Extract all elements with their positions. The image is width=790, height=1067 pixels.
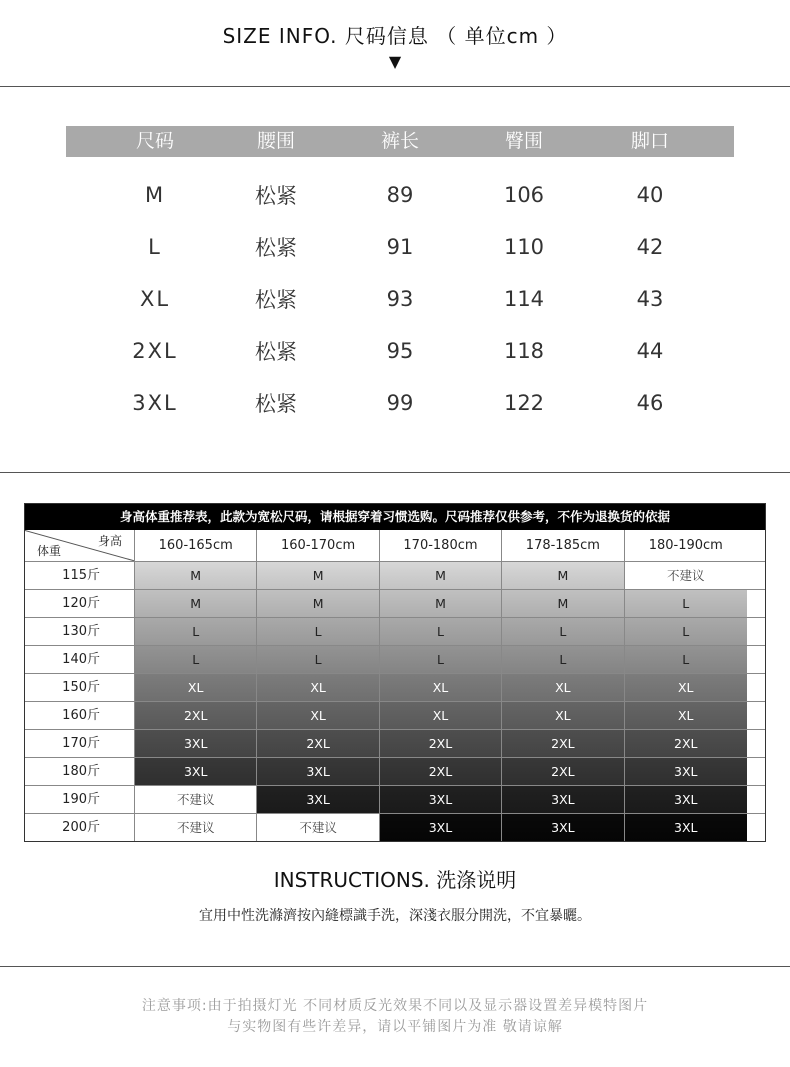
size-value: 松紧 — [255, 184, 297, 208]
size-cell: M — [135, 590, 257, 617]
recommendation-table-body — [25, 562, 765, 841]
corner-height-label: 身高 — [97, 534, 122, 548]
size-cell: M — [257, 590, 379, 617]
size-value: 44 — [636, 339, 664, 363]
size-info-title: SIZE INFO. 尺码信息 （ 单位cm ） — [222, 24, 568, 48]
size-cell: L — [135, 618, 257, 645]
table-row — [25, 618, 765, 646]
size-cell: 不建议 — [135, 814, 257, 841]
height-header-row — [25, 530, 765, 562]
size-cell: L — [380, 618, 502, 645]
table-row — [25, 674, 765, 702]
table-corner — [25, 530, 135, 561]
table-row — [66, 273, 734, 325]
size-cell: L — [257, 618, 379, 645]
height-header: 170-180cm — [380, 530, 502, 561]
size-value: 106 — [503, 183, 545, 207]
size-cell: 2XL — [502, 758, 624, 785]
size-cell: 2XL — [135, 702, 257, 729]
wash-instructions: 宜用中性洗滌濟按內縫標識手洗，深淺衣服分開洗，不宜暴曬。 — [199, 908, 591, 924]
size-cell: M — [502, 590, 624, 617]
size-cell: XL — [625, 674, 747, 701]
weight-label: 170斤 — [25, 730, 135, 757]
size-cell: XL — [380, 674, 502, 701]
size-label: XL — [139, 287, 171, 311]
table-row — [66, 169, 734, 221]
table-row — [25, 786, 765, 814]
column-header: 臀围 — [504, 130, 543, 152]
size-cell: L — [625, 618, 747, 645]
size-cell: 3XL — [380, 814, 502, 841]
size-cell: L — [502, 646, 624, 673]
size-value: 松紧 — [255, 340, 297, 364]
column-header: 尺码 — [135, 130, 174, 152]
size-value: 43 — [636, 287, 664, 311]
table-row — [25, 702, 765, 730]
table-banner: 身高体重推荐表，此款为宽松尺码，请根据穿着习惯选购。尺码推荐仅供参考，不作为退换货的依据 — [25, 504, 765, 530]
size-cell: XL — [625, 702, 747, 729]
height-header: 178-185cm — [502, 530, 624, 561]
size-label: L — [148, 235, 162, 259]
size-cell: 3XL — [625, 758, 747, 785]
size-cell: 2XL — [380, 730, 502, 757]
size-cell: 2XL — [380, 758, 502, 785]
column-header: 腰围 — [256, 130, 295, 152]
size-cell: M — [502, 562, 624, 589]
weight-label: 190斤 — [25, 786, 135, 813]
size-cell: 3XL — [502, 814, 624, 841]
weight-label: 115斤 — [25, 562, 135, 589]
size-cell: 3XL — [135, 730, 257, 757]
table-row — [25, 646, 765, 674]
size-cell: M — [257, 562, 379, 589]
size-recommendation-table — [24, 503, 766, 842]
weight-label: 150斤 — [25, 674, 135, 701]
size-label: 2XL — [132, 339, 178, 363]
weight-label: 130斤 — [25, 618, 135, 645]
size-cell: 3XL — [625, 814, 747, 841]
size-cell: M — [380, 562, 502, 589]
size-value: 松紧 — [255, 392, 297, 416]
size-cell: 3XL — [135, 758, 257, 785]
corner-weight-label: 体重 — [37, 544, 62, 558]
table-row — [66, 325, 734, 377]
table-row — [25, 730, 765, 758]
size-cell: 3XL — [257, 786, 379, 813]
size-cell: L — [257, 646, 379, 673]
size-value: 93 — [386, 287, 414, 311]
table-row — [66, 221, 734, 273]
size-value: 42 — [636, 235, 664, 259]
size-table-header — [66, 126, 734, 157]
weight-label: 160斤 — [25, 702, 135, 729]
size-cell: XL — [502, 702, 624, 729]
column-header: 裤长 — [380, 130, 419, 152]
table-row — [25, 814, 765, 841]
size-cell: XL — [502, 674, 624, 701]
size-value: 松紧 — [255, 288, 297, 312]
size-value: 118 — [503, 339, 545, 363]
size-value: 114 — [503, 287, 545, 311]
size-value: 松紧 — [255, 236, 297, 260]
size-cell: M — [135, 562, 257, 589]
size-cell: XL — [257, 674, 379, 701]
weight-label: 140斤 — [25, 646, 135, 673]
size-table — [66, 126, 734, 429]
size-cell: XL — [380, 702, 502, 729]
size-cell: 不建议 — [135, 786, 257, 813]
size-cell: L — [502, 618, 624, 645]
size-label: M — [144, 183, 166, 207]
table-row — [25, 590, 765, 618]
size-cell: 不建议 — [625, 562, 747, 589]
divider — [0, 86, 790, 87]
divider — [0, 966, 790, 967]
table-row — [66, 377, 734, 429]
size-value: 95 — [386, 339, 414, 363]
size-cell: 3XL — [502, 786, 624, 813]
size-cell: 3XL — [380, 786, 502, 813]
size-value: 46 — [636, 391, 664, 415]
disclaimer-line-1: 注意事项:由于拍摄灯光 不同材质反光效果不同以及显示器设置差异模特图片 — [141, 998, 649, 1014]
size-cell: 3XL — [625, 786, 747, 813]
weight-label: 200斤 — [25, 814, 135, 841]
size-value: 122 — [503, 391, 545, 415]
disclaimer-line-2: 与实物图有些许差异，请以平铺图片为准 敬请谅解 — [227, 1019, 563, 1035]
size-cell: 3XL — [257, 758, 379, 785]
divider — [0, 472, 790, 473]
weight-label: 180斤 — [25, 758, 135, 785]
table-row — [25, 562, 765, 590]
size-cell: L — [380, 646, 502, 673]
size-cell: L — [625, 646, 747, 673]
size-cell: L — [625, 590, 747, 617]
height-header: 180-190cm — [648, 538, 723, 553]
size-cell: 2XL — [625, 730, 747, 757]
height-header: 160-170cm — [257, 530, 379, 561]
size-value: 40 — [636, 183, 664, 207]
size-cell: 不建议 — [257, 814, 379, 841]
size-value: 110 — [503, 235, 545, 259]
size-cell: XL — [135, 674, 257, 701]
size-value: 91 — [386, 235, 414, 259]
size-cell: M — [380, 590, 502, 617]
size-label: 3XL — [132, 391, 178, 415]
down-arrow-icon: ▼ — [388, 52, 402, 71]
size-value: 99 — [386, 391, 414, 415]
instructions-title: INSTRUCTIONS. 洗涤说明 — [273, 868, 517, 892]
size-cell: L — [135, 646, 257, 673]
size-cell: XL — [257, 702, 379, 729]
table-row — [25, 758, 765, 786]
size-cell: 2XL — [257, 730, 379, 757]
column-header: 脚口 — [630, 130, 669, 152]
height-header: 160-165cm — [135, 530, 257, 561]
weight-label: 120斤 — [25, 590, 135, 617]
size-value: 89 — [386, 183, 414, 207]
size-cell: 2XL — [502, 730, 624, 757]
